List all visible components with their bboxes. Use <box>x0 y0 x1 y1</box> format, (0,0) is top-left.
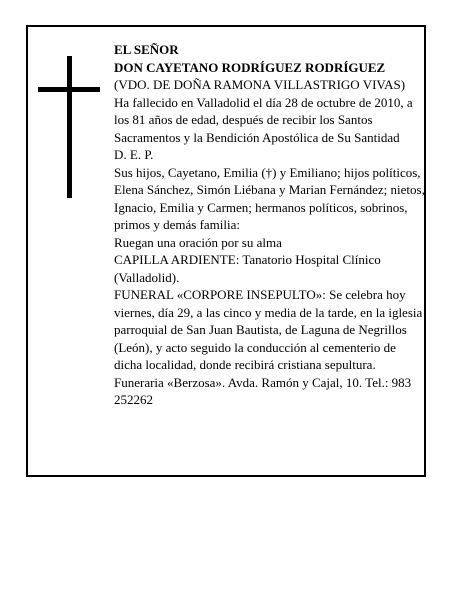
heading-title: EL SEÑOR <box>114 42 179 57</box>
family-list: Sus hijos, Cayetano, Emilia (†) y Emiliano; hijos políticos, Elena Sánchez, Simón Liébana y Marian Fernández; nietos, Ignacio, Emilia y Carmen; hermanos políticos, sobrinos, primos y demás familia: <box>114 164 425 232</box>
obituary-notice <box>26 25 426 477</box>
latin-cross-icon <box>38 56 100 198</box>
prayer-request: Ruegan una oración por su alma <box>114 234 282 250</box>
cross-vertical-bar <box>67 56 72 198</box>
notice-text <box>114 41 426 409</box>
cross-horizontal-bar <box>38 87 100 92</box>
death-announcement: Ha fallecido en Valladolid el día 28 de octubre de 2010, a los 81 años de edad, después de recibir los Santos Sacramentos y la Bendición Apostólica de Su Santidad <box>114 94 413 145</box>
deceased-name: DON CAYETANO RODRÍGUEZ RODRÍGUEZ <box>114 59 386 75</box>
widower-note: (VDO. DE DOÑA RAMONA VILLASTRIGO VIVAS) <box>114 77 406 92</box>
chapel-info: CAPILLA ARDIENTE: Tanatorio Hospital Clínico (Valladolid). <box>114 252 381 285</box>
funeral-info: FUNERAL «CORPORE INSEPULTO»: Se celebra hoy viernes, día 29, a las cinco y media de la tarde, en la iglesia parroquial de San Juan Bautista, de Laguna de Negrillos (León), y acto seguido la conducción al cementerio de dicha localidad, donde recibirá cristiana sepultura. <box>114 287 423 372</box>
funeral-home-info: Funeraria «Berzosa». Avda. Ramón y Cajal, 10. Tel.: 983 252262 <box>114 374 412 407</box>
rip-text: D. E. P. <box>114 147 154 162</box>
